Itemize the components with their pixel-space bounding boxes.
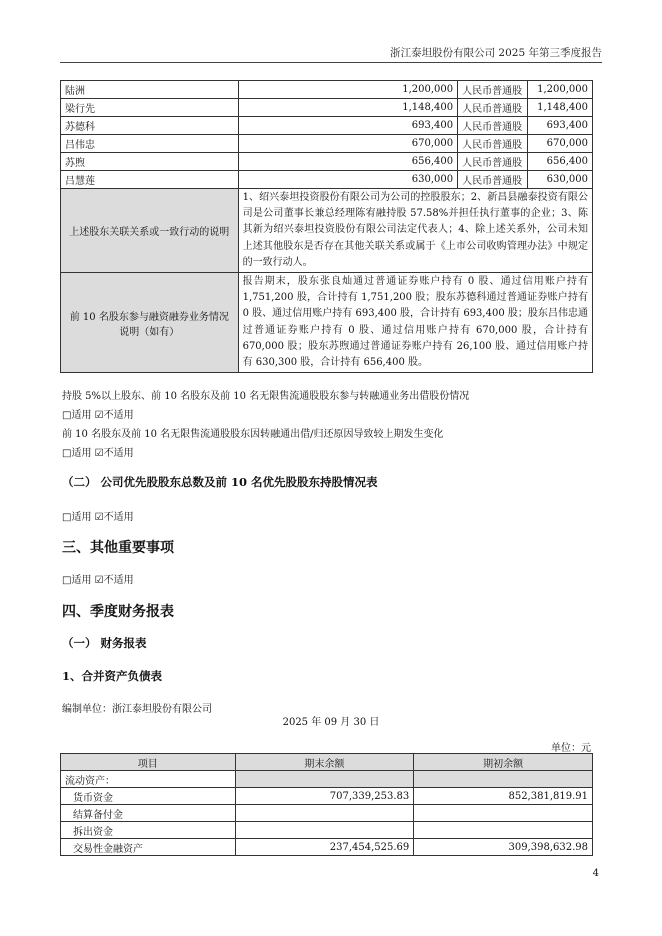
change-title: 前 10 名股东及前 10 名无限售流通股股东因转融通出借/归还原因导致较上期发生变化 (62, 429, 444, 440)
line-item: 交易性金融资产 (61, 839, 236, 856)
table-row (61, 99, 593, 117)
shareholder-name: 梁行先 (61, 99, 239, 117)
begin-balance: 852,381,819.91 (414, 788, 593, 805)
share-count: 693,400 (527, 117, 592, 135)
shares-held: 1,148,400 (238, 99, 458, 117)
shareholder-name: 吕伟忠 (61, 135, 239, 153)
financial-reports-subheading: （一） 财务报表 (62, 636, 147, 650)
empty-cell (235, 771, 414, 788)
share-count: 1,148,400 (527, 99, 592, 117)
column-header-begin-balance: 期初余额 (414, 754, 593, 771)
column-header-end-balance: 期末余额 (235, 754, 414, 771)
related-party-text: 1、绍兴泰坦投资股份有限公司为公司的控股股东；2、新昌县融泰投资有限公司是公司董事长兼总经理陈宥融持股 57.58%并担任执行董事的企业；3、陈其新为绍兴泰坦投资股份有限公司法定代表人；4、除上述关系外，公司未知上述其他股东是否存在其他关联关系或属于《上市公司收购管理办法》中规定的一致行动人。 (238, 189, 592, 273)
end-balance (235, 822, 414, 839)
shareholder-name: 陆洲 (61, 81, 239, 99)
balance-sheet-heading: 1、合并资产负债表 (62, 669, 163, 683)
shareholder-name: 吕慧莲 (61, 171, 239, 189)
category-label: 流动资产： (61, 771, 236, 788)
share-count: 656,400 (527, 153, 592, 171)
financial-statements-heading: 四、季度财务报表 (62, 604, 174, 620)
balance-sheet-table (60, 753, 593, 856)
related-party-label: 上述股东关联关系或一致行动的说明 (61, 189, 239, 273)
shareholder-table (60, 80, 593, 373)
share-type: 人民币普通股 (458, 117, 528, 135)
table-row (61, 788, 593, 805)
prepared-by: 编制单位：浙江泰坦股份有限公司 (62, 704, 212, 715)
share-count: 630,000 (527, 171, 592, 189)
other-matters-heading: 三、其他重要事项 (62, 540, 174, 556)
margin-trading-text: 报告期末，股东张良灿通过普通证券账户持有 0 股、通过信用账户持有 1,751,200 股，合计持有 1,751,200 股；股东苏德科通过普通证券账户持有 0 股、通过信用账户持有 693,400 股，合计持有 693,400 股；股东吕伟忠通过普通证券账户持有 0 股、通过信用账户持有 670,000 股，合计持有 670,000 股；股东苏煦通过普通证券账户持有 26,100 股、通过信用账户持有 630,300 股，合计持有 656,400 股。 (238, 273, 592, 373)
lending-applicability: □适用 ☑不适用 (62, 410, 134, 421)
lending-title: 持股 5%以上股东、前 10 名股东及前 10 名无限售流通股股东参与转融通业务出借股份情况 (62, 391, 470, 402)
table-row (61, 822, 593, 839)
begin-balance: 309,398,632.98 (414, 839, 593, 856)
begin-balance (414, 805, 593, 822)
share-type: 人民币普通股 (458, 171, 528, 189)
change-applicability: □适用 ☑不适用 (62, 448, 134, 459)
shares-held: 693,400 (238, 117, 458, 135)
begin-balance (414, 822, 593, 839)
shares-held: 630,000 (238, 171, 458, 189)
shares-held: 670,000 (238, 135, 458, 153)
other-matters-applicability: □适用 ☑不适用 (62, 575, 134, 586)
table-row (61, 153, 593, 171)
share-type: 人民币普通股 (458, 81, 528, 99)
table-row (61, 135, 593, 153)
share-type: 人民币普通股 (458, 99, 528, 117)
shares-held: 656,400 (238, 153, 458, 171)
table-row (61, 805, 593, 822)
table-row (61, 81, 593, 99)
shares-held: 1,200,000 (238, 81, 458, 99)
share-count: 670,000 (527, 135, 592, 153)
report-date: 2025 年 09 月 30 日 (282, 717, 380, 728)
table-row (61, 839, 593, 856)
table-row (61, 771, 593, 788)
share-type: 人民币普通股 (458, 135, 528, 153)
table-header-row (61, 754, 593, 771)
preferred-shares-applicability: □适用 ☑不适用 (62, 512, 134, 523)
end-balance: 237,454,525.69 (235, 839, 414, 856)
end-balance: 707,339,253.83 (235, 788, 414, 805)
page-header: 浙江泰坦股份有限公司 2025 年第三季度报告 (390, 47, 602, 59)
preferred-shares-heading: （二） 公司优先股股东总数及前 10 名优先股股东持股情况表 (62, 475, 378, 489)
header-divider (60, 62, 602, 63)
shareholder-name: 苏煦 (61, 153, 239, 171)
margin-trading-row (61, 273, 593, 373)
line-item: 货币资金 (61, 788, 236, 805)
margin-trading-label: 前 10 名股东参与融资融券业务情况说明（如有） (61, 273, 239, 373)
related-party-row (61, 189, 593, 273)
end-balance (235, 805, 414, 822)
column-header-item: 项目 (61, 754, 236, 771)
line-item: 拆出资金 (61, 822, 236, 839)
page-number: 4 (592, 868, 599, 879)
share-type: 人民币普通股 (458, 153, 528, 171)
share-count: 1,200,000 (527, 81, 592, 99)
shareholder-name: 苏德科 (61, 117, 239, 135)
empty-cell (414, 771, 593, 788)
table-row (61, 117, 593, 135)
currency-unit: 单位：元 (551, 743, 591, 754)
table-row (61, 171, 593, 189)
line-item: 结算备付金 (61, 805, 236, 822)
